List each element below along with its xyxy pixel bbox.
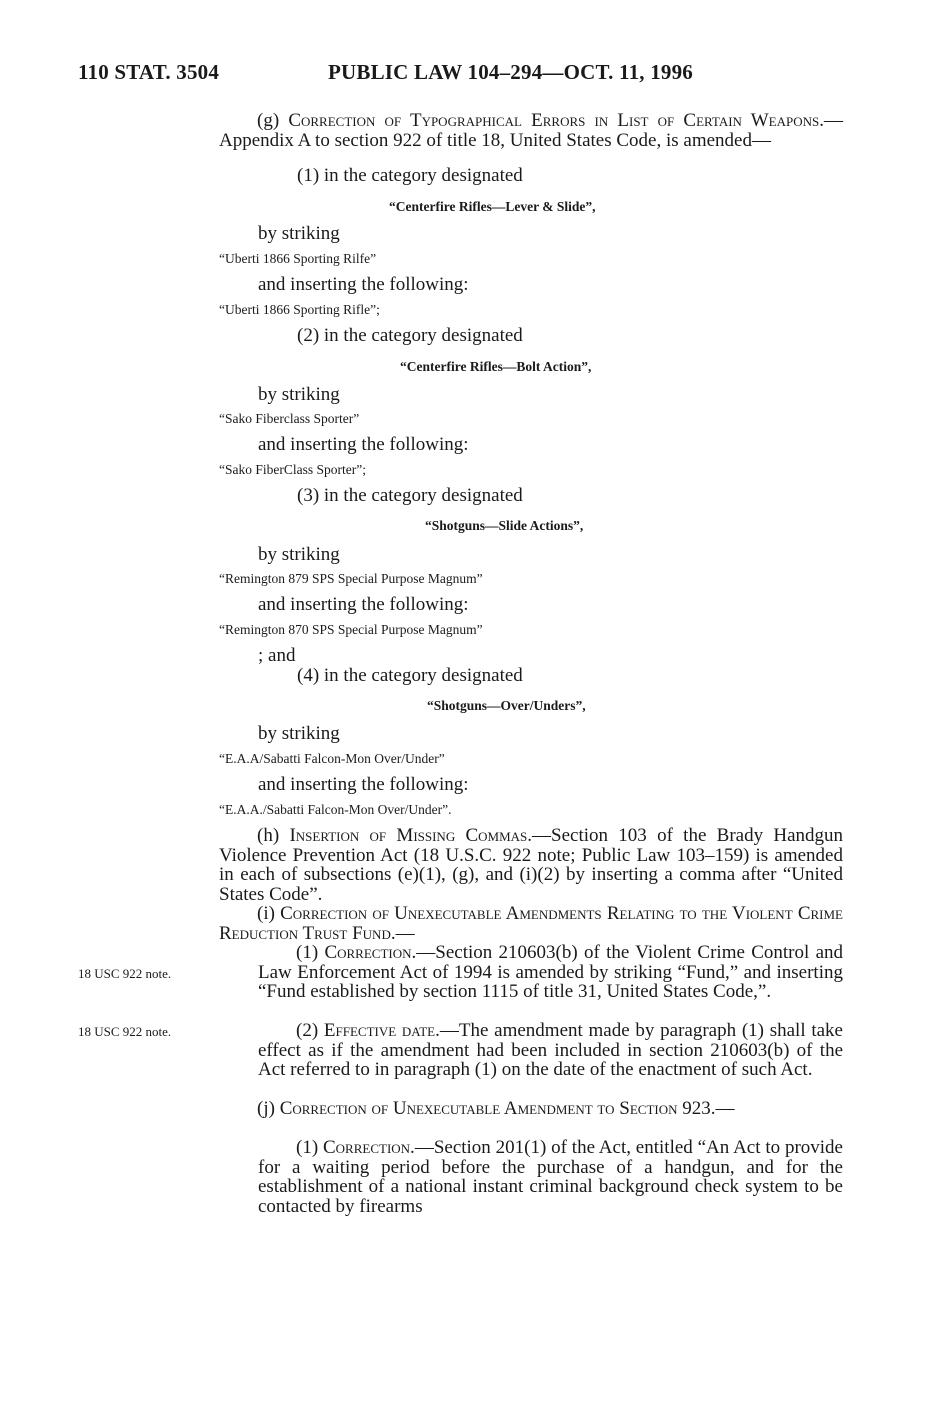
section-i-2-heading: Effective date.: [323, 1020, 440, 1041]
section-i-heading-paragraph: [219, 904, 843, 943]
section-j-1-text: —Section 201(1) of the Act, entitled “An Act to provide for a waiting period before the purchase of a handgun, and for the establishment of a national instant criminal background check system to be contacted by firearms: [258, 1137, 843, 1217]
section-i-1-heading: Correction.: [324, 942, 417, 963]
item-4-inserting-label: and inserting the following:: [258, 774, 469, 795]
section-i-dash: —: [395, 922, 415, 944]
item-3-old-text: “Remington 879 SPS Special Purpose Magnum”: [219, 571, 483, 586]
section-i-1-text: —Section 210603(b) of the Violent Crime Control and Law Enforcement Act of 1994 is amended by striking “Fund,” and inserting “Fund established by section 1115 of title 31, United States Code,”.: [258, 942, 844, 1002]
item-2-new-text: “Sako FiberClass Sporter”;: [219, 462, 366, 477]
item-4-intro: (4) in the category designated: [297, 665, 523, 686]
section-i-2-paragraph: [258, 1021, 843, 1080]
section-g-paragraph: [219, 111, 843, 150]
section-j-1-heading: Correction.: [323, 1137, 415, 1158]
item-1-intro: (1) in the category designated: [297, 165, 523, 186]
item-1-category: “Centerfire Rifles—Lever & Slide”,: [389, 199, 596, 214]
item-2-inserting-label: and inserting the following:: [258, 434, 469, 455]
item-1-inserting-label: and inserting the following:: [258, 274, 469, 295]
item-3-new-text: “Remington 870 SPS Special Purpose Magnum”: [219, 622, 483, 637]
item-4-category: “Shotguns—Over/Unders”,: [427, 698, 586, 713]
section-j-label: (j): [257, 1098, 280, 1119]
section-j-1-label: (1): [296, 1137, 323, 1158]
item-3-category: “Shotguns—Slide Actions”,: [425, 518, 584, 533]
page-header-title: PUBLIC LAW 104–294—OCT. 11, 1996: [328, 60, 693, 84]
section-j-heading-paragraph: [219, 1099, 843, 1119]
page-stat-number: 110 STAT. 3504: [78, 60, 220, 84]
section-i-1-paragraph: [258, 943, 843, 1002]
section-j-dash: —: [715, 1098, 735, 1119]
item-2-old-text: “Sako Fiberclass Sporter”: [219, 411, 360, 426]
margin-note-2: 18 USC 922 note.: [78, 1024, 172, 1039]
item-2-striking-label: by striking: [258, 384, 340, 405]
section-i-heading: Correction of Unexecutable Amendments Relating to the Violent Crime Reduction Trust Fund.: [219, 903, 843, 944]
item-4-striking-label: by striking: [258, 723, 340, 744]
section-h-heading: Insertion of Missing Commas.: [289, 825, 533, 846]
item-2-intro: (2) in the category designated: [297, 325, 523, 346]
section-j-heading: Correction of Unexecutable Amendment to Section 923.: [279, 1098, 716, 1119]
item-4-old-text: “E.A.A/Sabatti Falcon-Mon Over/Under”: [219, 751, 445, 766]
section-i-label: (i): [257, 903, 281, 924]
section-g-heading: Correction of Typographical Errors in List of Certain Weapons.: [288, 110, 824, 131]
section-i-2-label: (2): [296, 1020, 324, 1041]
item-3-intro: (3) in the category designated: [297, 485, 523, 506]
item-2-category: “Centerfire Rifles—Bolt Action”,: [400, 359, 592, 374]
item-1-old-text: “Uberti 1866 Sporting Rilfe”: [219, 251, 377, 266]
section-h-paragraph: [219, 826, 843, 904]
section-i-1-label: (1): [296, 942, 325, 963]
margin-note-1: 18 USC 922 note.: [78, 966, 172, 981]
item-3-inserting-label: and inserting the following:: [258, 594, 469, 615]
section-j-1-paragraph: [258, 1138, 843, 1216]
item-3-striking-label: by striking: [258, 544, 340, 565]
item-3-tail: ; and: [258, 645, 296, 666]
section-h-label: (h): [257, 825, 290, 846]
section-h-text: —Section 103 of the Brady Handgun Violence Prevention Act (18 U.S.C. 922 note; Public Law 103–159) is amended in each of subsections (e)(1), (g), and (i)(2) by inserting a comma after “United States Code”.: [219, 825, 844, 905]
section-g-text: —Appendix A to section 922 of title 18, United States Code, is amended—: [219, 110, 843, 151]
item-1-striking-label: by striking: [258, 223, 340, 244]
item-4-new-text: “E.A.A./Sabatti Falcon-Mon Over/Under”.: [219, 802, 452, 817]
section-i-2-text: —The amendment made by paragraph (1) shall take effect as if the amendment had been included in section 210603(b) of the Act referred to in paragraph (1) on the date of the enactment of such Act.: [258, 1020, 843, 1080]
item-1-new-text: “Uberti 1866 Sporting Rifle”;: [219, 302, 380, 317]
section-g-label: (g): [257, 110, 289, 131]
